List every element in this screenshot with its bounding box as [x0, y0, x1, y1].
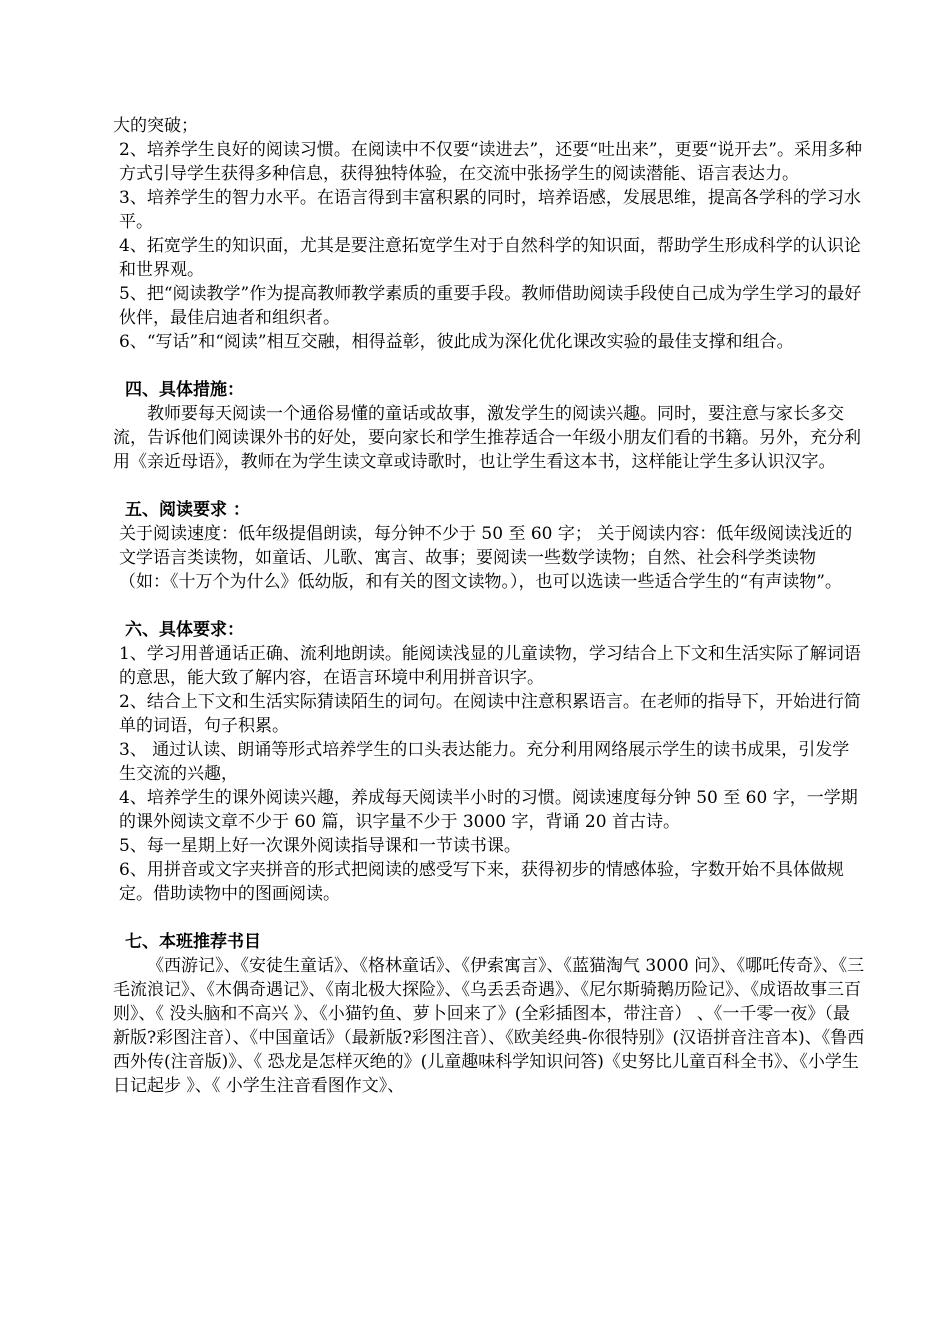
- section3-item-4: 4、拓宽学生的知识面，尤其是要注意拓宽学生对于自然科学的知识面，帮助学生形成科学的认识论和世界观。: [119, 236, 861, 280]
- spacer: [113, 906, 865, 930]
- section3-item-2: 2、培养学生良好的阅读习惯。在阅读中不仅要“读进去”，还要“吐出来”，更要“说开去”。采用多种方式引导学生获得多种信息，获得独特体验，在交流中张扬学生的阅读潜能、语言表达力。: [119, 140, 862, 184]
- section4-body: 教师要每天阅读一个通俗易懂的童话或故事，激发学生的阅读兴趣。同时，要注意与家长多交流，告诉他们阅读课外书的好处，要向家长和学生推荐适合一年级小朋友们看的书籍。另外，充分利用《亲近母语》，教师在为学生读文章或诗歌时，也让学生看这本书，这样能让学生多认识汉字。: [113, 404, 861, 472]
- section3-item-3: 3、培养学生的智力水平。在语言得到丰富积累的同时，培养语感，发展思维，提高各学科的学习水平。: [119, 188, 861, 232]
- section7-body: 《西游记》、《安徒生童话》、《格林童话》、《伊索寓言》、《蓝猫淘气 3000 问》、《哪吒传奇》、《三毛流浪记》、《木偶奇遇记》、《南北极大探险》、《乌丢丢奇遇》、《尼尔斯骑鹅历险记》、《成语故事三百则》、《 没头脑和不高兴 》、《小猫钓鱼、萝卜回来了》(全彩插图本，带注音） 、《一千零一夜》（最新版?彩图注音）、《中国童话》（最新版?彩图注音）、《欧美经典-你很特别》(汉语拼音注音本)、《鲁西西外传(注音版)》、《 恐龙是怎样灭绝的》(儿童趣味科学知识问答)《史努比儿童百科全书》、《小学生日记起步 》、《 小学生注音看图作文》、: [113, 956, 865, 1096]
- section6-item-3: 3、 通过认读、朗诵等形式培养学生的口头表达能力。充分利用网络展示学生的读书成果，引发学生交流的兴趣，: [119, 740, 850, 784]
- section6-item-2: 2、结合上下文和生活实际猜读陌生的词句。在阅读中注意积累语言。在老师的指导下，开始进行简单的词语，句子积累。: [119, 692, 861, 736]
- section5-heading: 五、阅读要求 ：: [125, 500, 250, 520]
- section6-item-6: 6、用拼音或文字夹拼音的形式把阅读的感受写下来，获得初步的情感体验，字数开始不具体做规定。借助读物中的图画阅读。: [119, 860, 844, 904]
- section3-item-5: 5、把“阅读教学”作为提高教师教学素质的重要手段。教师借助阅读手段使自己成为学生学习的最好伙伴，最佳启迪者和组织者。: [119, 284, 862, 328]
- spacer: [113, 594, 865, 618]
- section6-heading: 六、具体要求：: [125, 620, 244, 640]
- section6-item-1: 1、学习用普通话正确、流利地朗读。能阅读浅显的儿童读物，学习结合上下文和生活实际了解词语的意思，能大致了解内容，在语言环境中利用拼音识字。: [119, 644, 861, 688]
- spacer: [113, 354, 865, 378]
- section5-body: 关于阅读速度：低年级提倡朗读，每分钟不少于 50 至 60 字； 关于阅读内容：低年级阅读浅近的文学语言类读物，如童话、儿歌、寓言、故事；要阅读一些数学读物；自然、社会科学类读物（如：《十万个为什么》低幼版，和有关的图文读物。），也可以选读一些适合学生的“有声读物”。: [119, 524, 853, 592]
- section3-item-6: 6、“写话”和“阅读”相互交融，相得益彰，彼此成为深化优化课改实验的最佳支撑和组合。: [119, 332, 794, 352]
- section6-item-5: 5、每一星期上好一次课外阅读指导课和一节读书课。: [119, 836, 521, 856]
- section4-heading: 四、具体措施：: [125, 380, 244, 400]
- section3-lead: 大的突破；: [113, 116, 198, 136]
- document-page: [113, 114, 865, 1098]
- spacer: [113, 474, 865, 498]
- section6-item-4: 4、培养学生的课外阅读兴趣，养成每天阅读半小时的习惯。阅读速度每分钟 50 至 60 字，一学期的课外阅读文章不少于 60 篇，识字量不少于 3000 字，背诵 20 首古诗。: [119, 788, 858, 832]
- section7-heading: 七、本班推荐书目: [125, 932, 261, 952]
